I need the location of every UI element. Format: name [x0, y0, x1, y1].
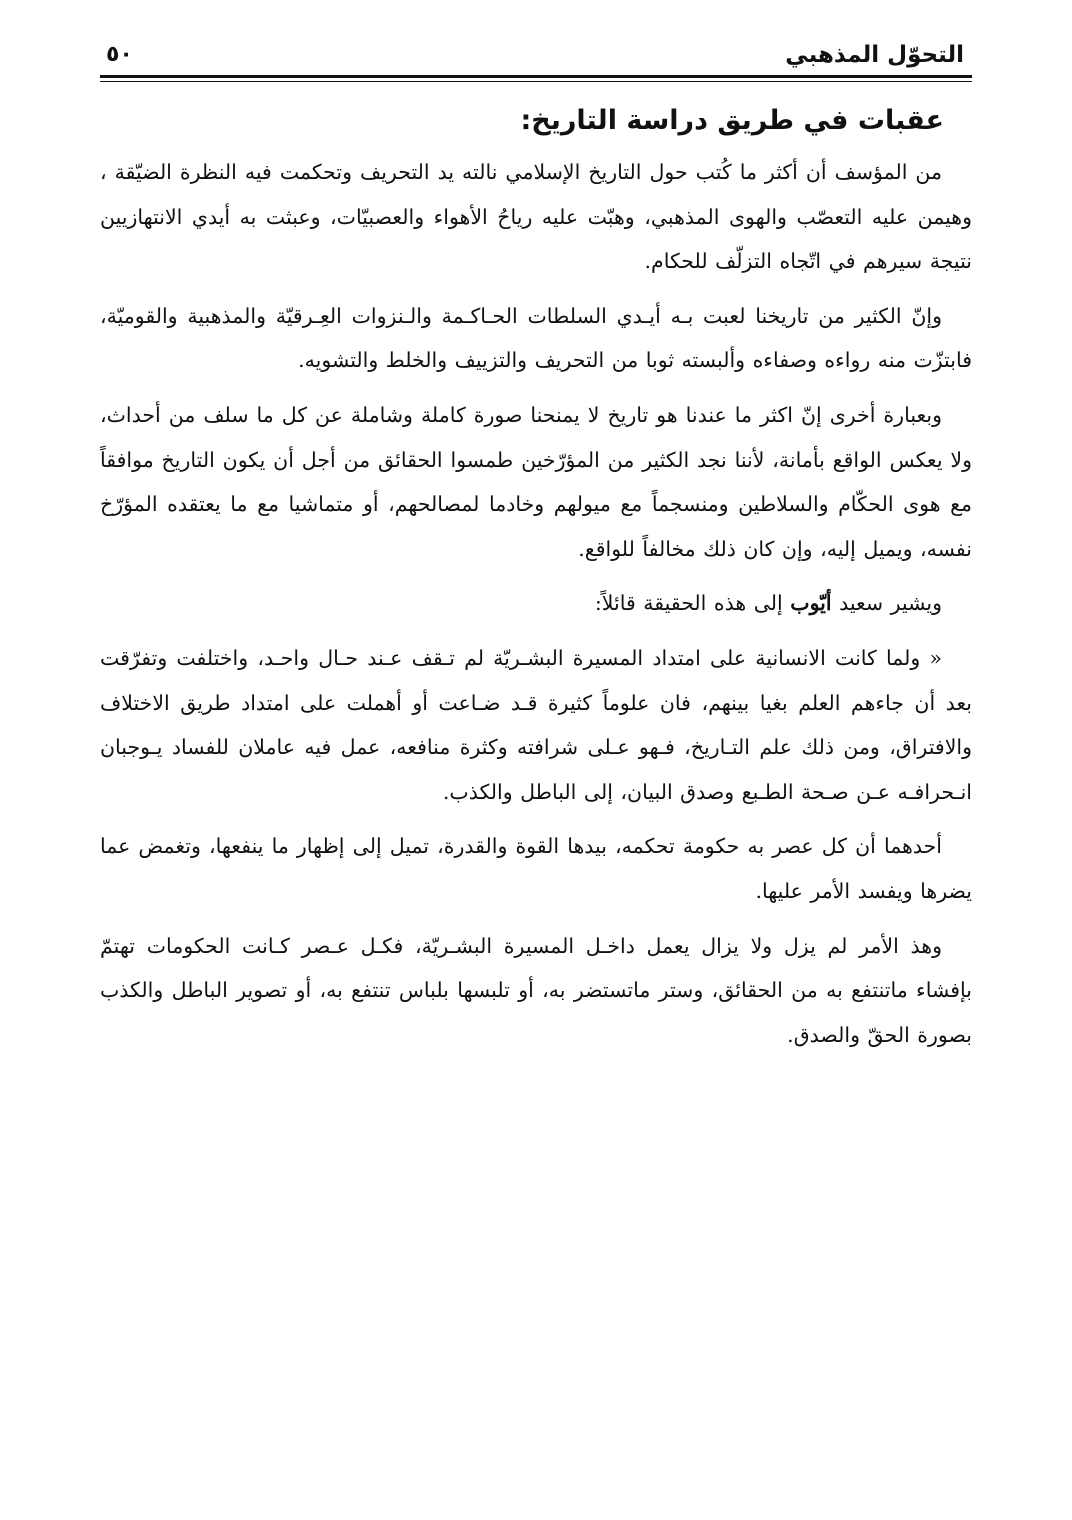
- quote-author: أيّوب: [790, 591, 832, 616]
- quote-paragraph-2: أحدهما أن كل عصر به حكومة تحكمه، بيدها القوة والقدرة، تميل إلى إظهار ما ينفعها، وتغمض عما يضرها ويفسد الأمر عليها.: [100, 834, 972, 903]
- quote-paragraph-3: وهذ الأمر لم يزل ولا يزال يعمل داخـل المسيرة البشـريّة، فكـل عـصر كـانت الحكومات تهتمّ بإفشاء ماتنتفع به من الحقائق، وستر ماتستضر به، أو تلبسها بلباس تنتفع به، أو تصوير الباطل والكذب بصورة الحقّ والصدق.: [100, 933, 972, 1047]
- quote-paragraph-1: « ولما كانت الانسانية على امتداد المسيرة البشـريّة لم تـقف عـند حـال واحـد، واختلفت وتفرّقت بعد أن جاءهم العلم بغيا بينهم، فان علوماً كثيرة قـد ضـاعت أو أهملت على امتداد طريق الاختلاف والافتراق، ومن ذلك علم التـاريخ، فـهو عـلى شرافته وكثرة منافعه، عمل فيه عاملان للفساد يـوجبان انـحرافـه عـن صـحة الطـبع وصدق البيان، إلى الباطل والكذب.: [100, 645, 972, 804]
- running-title: التحوّل المذهبي: [785, 42, 964, 68]
- paragraph-3: وبعبارة أخرى إنّ اكثر ما عندنا هو تاريخ لا يمنحنا صورة كاملة وشاملة عن كل ما سلف من أحداث، ولا يعكس الواقع بأمانة، لأننا نجد الكثير من المؤرّخين طمسوا الحقائق من أجل أن يكون التاريخ موافقاً مع هوى الحكّام والسلاطين ومنسجماً مع ميولهم وخادما لمصالحهم، أو متماشيا مع ما يعتقده المؤرّخ نفسه، ويميل إليه، وإن كان ذلك مخالفاً للواقع.: [100, 402, 972, 561]
- quote-intro: [100, 581, 972, 626]
- paragraph-1: من المؤسف أن أكثر ما كُتب حول التاريخ الإسلامي نالته يد التحريف وتحكمت فيه النظرة الضيّقة ، وهيمن عليه التعصّب والهوى المذهبي، وهبّت عليه رياحُ الأهواء والعصبيّات، وعبثت به أيدي الانتهازيين نتيجة سيرهم في اتّجاه التزلّف للحكام.: [100, 160, 972, 274]
- paragraph-2: وإنّ الكثير من تاريخنا لعبت بـه أيـدي السلطات الحـاكـمة والـنزوات العِـرقيّة والمذهبية والقوميّة، فابتزّت منه رواءه وصفاءه وألبسته ثوبا من التحريف والتزييف والخلط والتشويه.: [100, 303, 972, 373]
- section-heading: عقبات في طريق دراسة التاريخ:: [520, 105, 944, 136]
- quote-intro-after: إلى هذه الحقيقة قائلاً:: [594, 591, 791, 616]
- quote-intro-before: ويشير سعيد: [831, 591, 942, 616]
- running-header: [100, 38, 972, 82]
- header-rule-thick: [100, 75, 972, 78]
- page-body: [100, 96, 972, 1067]
- header-rule-thin: [100, 81, 972, 82]
- page-number: ٥٠: [106, 42, 133, 67]
